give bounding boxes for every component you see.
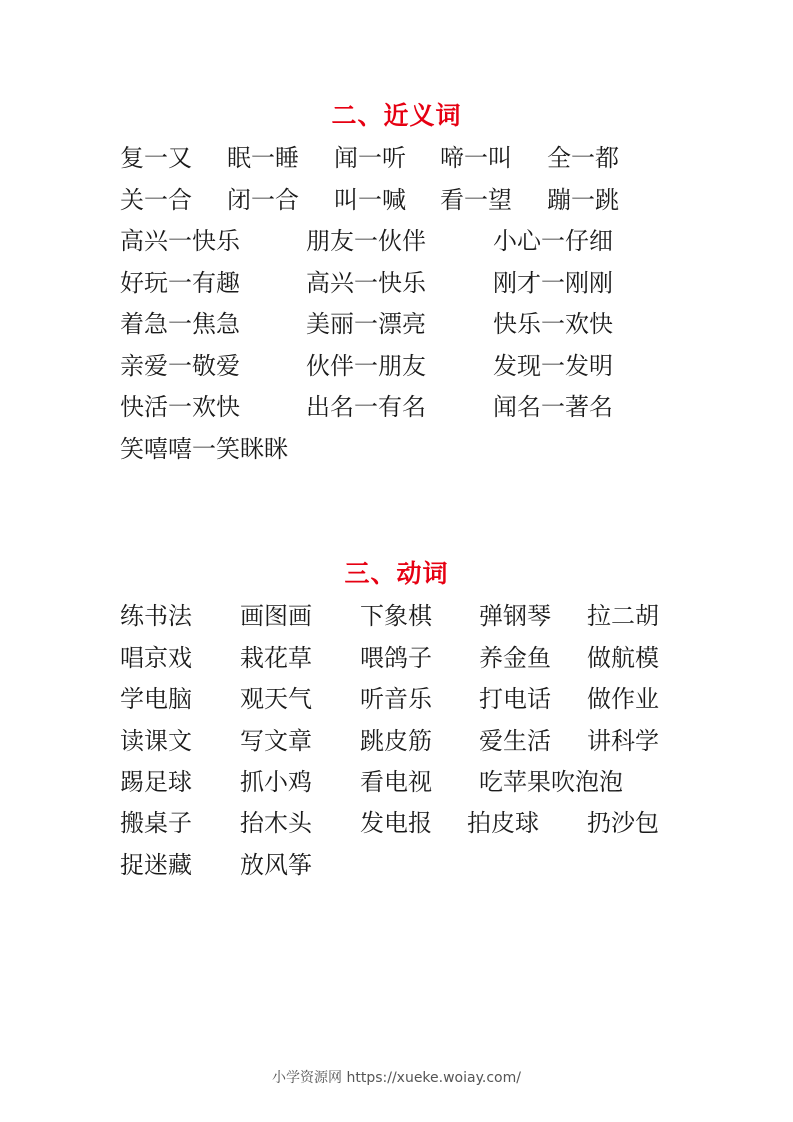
synonym-row (120, 349, 740, 383)
synonym-pair: 伙伴一朋友 (306, 352, 426, 380)
synonym-row (120, 224, 740, 258)
verb-phrase: 观天气 (240, 685, 312, 713)
synonym-pair: 出名一有名 (306, 393, 426, 421)
verb-phrase: 拍皮球 (467, 809, 539, 837)
verb-phrase: 跳皮筋 (360, 727, 432, 755)
verb-phrase: 学电脑 (120, 685, 192, 713)
verb-phrase: 爱生活 (479, 727, 551, 755)
verb-row (120, 599, 740, 633)
verb-phrase: 做航模 (587, 644, 659, 672)
verb-phrase: 搬桌子 (120, 809, 192, 837)
synonym-pair: 发现一发明 (493, 352, 613, 380)
verb-phrase: 听音乐 (360, 685, 432, 713)
synonym-row (120, 432, 740, 466)
synonym-pair: 叫一喊 (334, 186, 406, 214)
footer-watermark: 小学资源网 https://xueke.woiay.com/ (272, 1070, 521, 1086)
verb-phrase: 写文章 (240, 727, 312, 755)
synonym-pair: 美丽一漂亮 (306, 310, 426, 338)
synonym-pair: 笑嘻嘻一笑眯眯 (120, 435, 288, 463)
verb-phrase: 发电报 (360, 809, 432, 837)
synonym-pair: 关一合 (120, 186, 192, 214)
synonym-pair: 好玩一有趣 (120, 269, 240, 297)
synonym-pair: 快乐一欢快 (493, 310, 613, 338)
verb-phrase: 拉二胡 (587, 602, 659, 630)
synonym-pair: 看一望 (440, 186, 512, 214)
synonym-pair: 闻名一著名 (493, 393, 613, 421)
verb-phrase: 扔沙包 (587, 809, 659, 837)
synonym-row (120, 390, 740, 424)
verb-phrase: 栽花草 (240, 644, 312, 672)
verb-phrase: 唱京戏 (120, 644, 192, 672)
verb-phrase: 养金鱼 (479, 644, 551, 672)
verb-phrase: 吃苹果吹泡泡 (479, 768, 623, 796)
section-title-synonyms: 二、近义词 (331, 101, 462, 130)
synonym-row (120, 266, 740, 300)
synonym-pair: 朋友一伙伴 (306, 227, 426, 255)
verb-phrase: 下象棋 (360, 602, 432, 630)
synonym-pair: 全一都 (547, 144, 619, 172)
verb-phrase: 讲科学 (587, 727, 659, 755)
verb-row (120, 848, 740, 882)
verb-phrase: 放风筝 (240, 851, 312, 879)
synonym-pair: 复一又 (120, 144, 192, 172)
verb-row (120, 724, 740, 758)
verb-phrase: 练书法 (120, 602, 192, 630)
verb-phrase: 做作业 (587, 685, 659, 713)
verb-row (120, 682, 740, 716)
verb-row (120, 641, 740, 675)
verb-row (120, 765, 740, 799)
verb-phrase: 抬木头 (240, 809, 312, 837)
synonym-pair: 蹦一跳 (547, 186, 619, 214)
synonym-pair: 啼一叫 (440, 144, 512, 172)
synonym-row (120, 141, 740, 175)
synonym-row (120, 307, 740, 341)
synonym-pair: 闻一听 (334, 144, 406, 172)
verb-phrase: 读课文 (120, 727, 192, 755)
synonym-pair: 小心一仔细 (493, 227, 613, 255)
verb-phrase: 抓小鸡 (240, 768, 312, 796)
synonym-pair: 刚才一刚刚 (493, 269, 613, 297)
verb-phrase: 画图画 (240, 602, 312, 630)
verb-phrase: 踢足球 (120, 768, 192, 796)
verb-phrase: 打电话 (479, 685, 551, 713)
synonym-pair: 着急一焦急 (120, 310, 240, 338)
synonym-pair: 闭一合 (227, 186, 299, 214)
verb-phrase: 捉迷藏 (120, 851, 192, 879)
synonym-pair: 高兴一快乐 (306, 269, 426, 297)
verb-phrase: 弹钢琴 (479, 602, 551, 630)
verb-phrase: 喂鸽子 (360, 644, 432, 672)
verb-phrase: 看电视 (360, 768, 432, 796)
synonym-pair: 高兴一快乐 (120, 227, 240, 255)
synonym-pair: 眠一睡 (227, 144, 299, 172)
synonym-pair: 亲爱一敬爱 (120, 352, 240, 380)
synonym-row (120, 183, 740, 217)
section-title-verbs: 三、动词 (344, 559, 449, 588)
verb-row (120, 806, 740, 840)
synonym-pair: 快活一欢快 (120, 393, 240, 421)
